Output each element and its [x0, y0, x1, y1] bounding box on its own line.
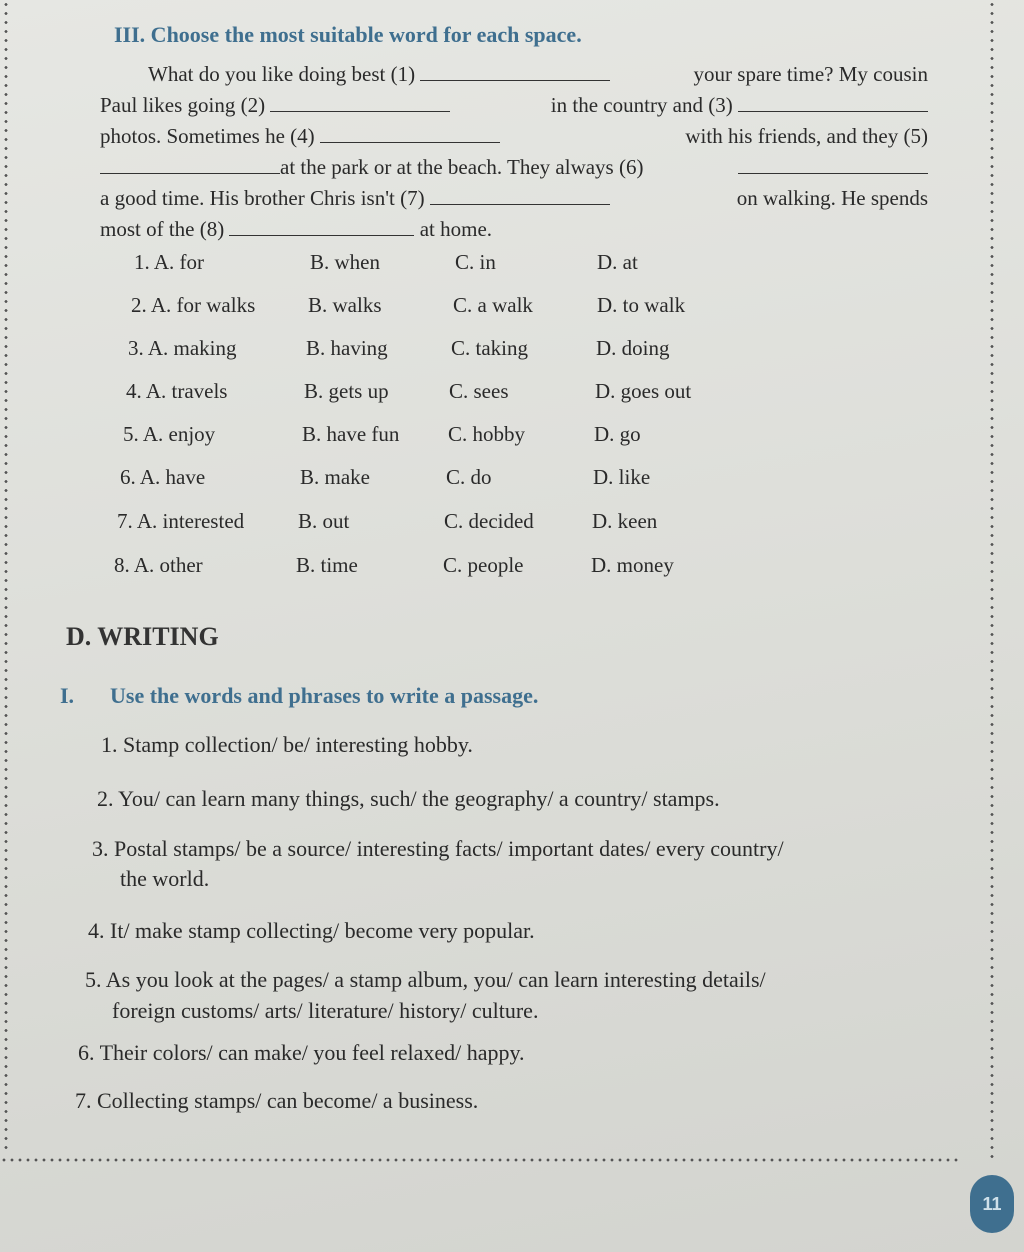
option-b[interactable]: B. when: [310, 250, 380, 274]
writing-item-1: 1. Stamp collection/ be/ interesting hobby.: [101, 732, 473, 757]
passage-line: [100, 62, 928, 93]
passage-text: Paul likes going (2): [100, 93, 266, 117]
writing-heading: D. WRITING: [66, 622, 219, 651]
option-d[interactable]: D. at: [597, 250, 638, 274]
cloze-passage: [100, 62, 928, 248]
option-d[interactable]: D. money: [591, 553, 674, 577]
option-b[interactable]: B. time: [296, 553, 358, 577]
option-d[interactable]: D. to walk: [597, 293, 686, 317]
option-row: [0, 553, 800, 583]
section-heading: III. Choose the most suitable word for each space.: [114, 22, 582, 47]
option-b[interactable]: B. gets up: [304, 379, 389, 403]
option-row: [0, 293, 800, 323]
option-row: [0, 336, 800, 366]
blank-1[interactable]: [420, 79, 610, 81]
option-c[interactable]: C. taking: [451, 336, 528, 360]
bottom-dotted-border: [0, 1158, 960, 1162]
writing-item-6: 6. Their colors/ can make/ you feel relaxed/ happy.: [78, 1040, 525, 1065]
option-d[interactable]: D. goes out: [595, 379, 692, 403]
option-b[interactable]: B. make: [300, 465, 370, 489]
passage-line: [100, 93, 928, 124]
passage-line: [100, 217, 928, 248]
option-b[interactable]: B. having: [306, 336, 388, 360]
option-c[interactable]: C. hobby: [448, 422, 526, 446]
right-dotted-border: [990, 0, 994, 1160]
passage-text: on walking. He spends: [736, 186, 928, 210]
writing-item-3: 3. Postal stamps/ be a source/ interesting facts/ important dates/ every country/: [92, 836, 784, 861]
option-c[interactable]: C. a walk: [453, 293, 533, 317]
option-b[interactable]: B. have fun: [302, 422, 400, 446]
passage-text: with his friends, and they (5): [685, 124, 928, 148]
option-a[interactable]: 4. A. travels: [126, 379, 228, 403]
passage-text: photos. Sometimes he (4): [100, 124, 315, 148]
option-row: [0, 509, 800, 539]
writing-item-5: 5. As you look at the pages/ a stamp album, you/ can learn interesting details/: [85, 967, 766, 992]
page-number-badge: 11: [970, 1175, 1014, 1233]
passage-line: [100, 124, 928, 155]
writing-item-7: 7. Collecting stamps/ can become/ a business.: [75, 1088, 479, 1113]
blank-3[interactable]: [738, 110, 928, 112]
option-c[interactable]: C. sees: [449, 379, 509, 403]
option-c[interactable]: C. people: [443, 553, 524, 577]
option-a[interactable]: 6. A. have: [120, 465, 206, 489]
option-d[interactable]: D. doing: [596, 336, 670, 360]
option-d[interactable]: D. like: [593, 465, 651, 489]
passage-text: most of the (8): [100, 217, 225, 241]
task-heading: Use the words and phrases to write a passage.: [110, 683, 539, 708]
option-a[interactable]: 8. A. other: [114, 553, 203, 577]
passage-text: in the country and (3): [550, 93, 733, 117]
passage-line: [100, 155, 928, 186]
option-a[interactable]: 5. A. enjoy: [123, 422, 216, 446]
passage-text: at the park or at the beach. They always (6): [280, 155, 644, 179]
writing-item-3-cont: the world.: [120, 866, 210, 891]
passage-text: a good time. His brother Chris isn't (7): [100, 186, 425, 210]
passage-line: [100, 186, 928, 217]
option-c[interactable]: C. decided: [444, 509, 534, 533]
blank-8[interactable]: [229, 234, 414, 236]
task-number: I.: [60, 683, 75, 708]
blank-6[interactable]: [738, 172, 928, 174]
blank-7[interactable]: [430, 203, 610, 205]
option-row: [0, 379, 800, 409]
option-c[interactable]: C. do: [446, 465, 492, 489]
writing-item-5-cont: foreign customs/ arts/ literature/ history/ culture.: [112, 998, 539, 1023]
option-c[interactable]: C. in: [455, 250, 496, 274]
option-d[interactable]: D. keen: [592, 509, 658, 533]
option-a[interactable]: 2. A. for walks: [131, 293, 256, 317]
option-a[interactable]: 7. A. interested: [117, 509, 245, 533]
blank-4[interactable]: [320, 141, 500, 143]
option-row: [0, 465, 800, 495]
writing-item-4: 4. It/ make stamp collecting/ become very popular.: [88, 918, 535, 943]
passage-text: your spare time? My cousin: [693, 62, 928, 86]
option-row: [0, 422, 800, 452]
option-d[interactable]: D. go: [594, 422, 641, 446]
blank-2[interactable]: [270, 110, 450, 112]
option-b[interactable]: B. walks: [308, 293, 382, 317]
blank-5[interactable]: [100, 172, 280, 174]
option-b[interactable]: B. out: [298, 509, 350, 533]
writing-item-2: 2. You/ can learn many things, such/ the geography/ a country/ stamps.: [97, 786, 720, 811]
option-row: [0, 250, 800, 280]
option-a[interactable]: 3. A. making: [128, 336, 237, 360]
passage-text: at home.: [419, 217, 493, 241]
passage-text: What do you like doing best (1): [148, 62, 416, 86]
option-a[interactable]: 1. A. for: [134, 250, 204, 274]
